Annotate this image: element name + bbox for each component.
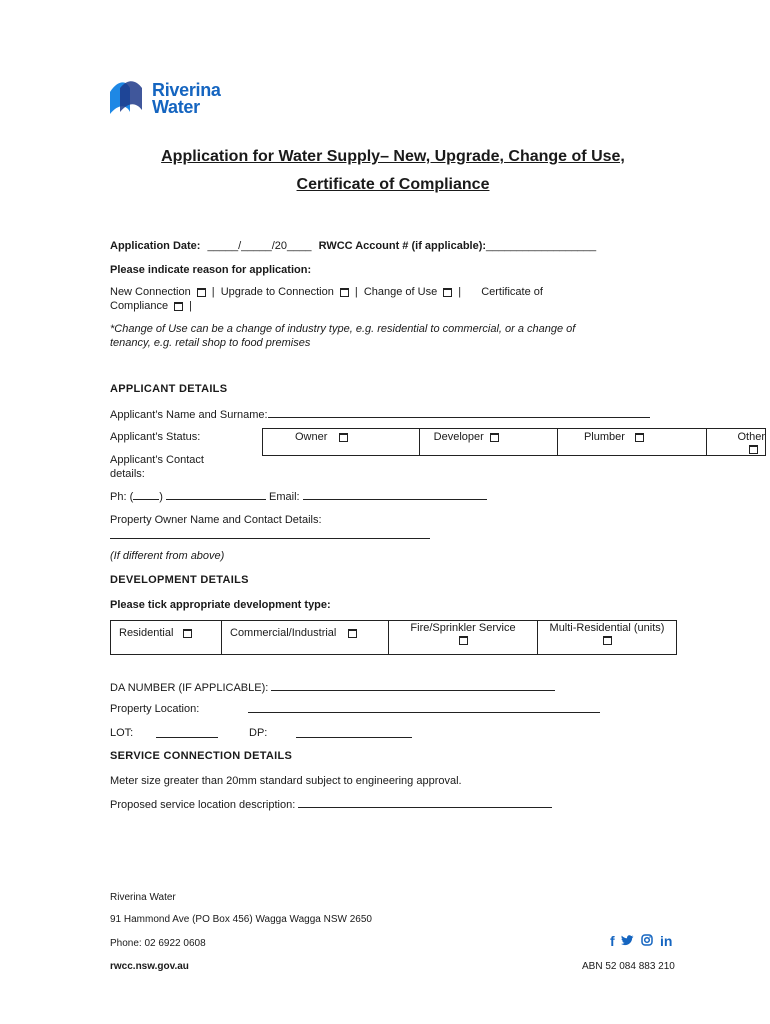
owner-details-field[interactable] <box>110 538 430 539</box>
phone-area-field[interactable] <box>133 489 159 500</box>
change-of-use-note <box>110 322 710 350</box>
contact-label-line2: details: <box>110 468 145 480</box>
applicant-name-label: Applicant’s Name and Surname: <box>110 409 268 421</box>
service-location-field[interactable] <box>298 797 552 808</box>
phone-label: Ph: ( <box>110 491 134 503</box>
upgrade-checkbox[interactable] <box>340 288 349 297</box>
status-owner-cell <box>263 429 420 456</box>
lot-field[interactable] <box>156 737 218 738</box>
property-location-field[interactable] <box>248 712 600 713</box>
status-other-cell <box>707 429 766 456</box>
status-developer-cell <box>419 429 557 456</box>
owner-details-label: Property Owner Name and Contact Details: <box>110 514 322 526</box>
status-plumber-cell <box>557 429 707 456</box>
footer-phone: Phone: 02 6922 0608 <box>110 938 206 949</box>
logo <box>108 78 238 118</box>
new-connection-checkbox[interactable] <box>197 288 206 297</box>
service-location-row <box>110 797 552 812</box>
separator: | <box>458 286 462 298</box>
note-line1: *Change of Use can be a change of industry type, e.g. residential to commercial, or a change of <box>110 323 576 335</box>
page-title <box>60 143 726 199</box>
dev-fire-label: Fire/Sprinkler Service <box>410 622 516 634</box>
option-upgrade: Upgrade to Connection <box>220 286 334 298</box>
footer-website[interactable]: rwcc.nsw.gov.au <box>110 961 189 972</box>
owner-checkbox[interactable] <box>339 433 348 442</box>
note-line2: tenancy, e.g. retail shop to food premises <box>110 337 311 349</box>
dp-label: DP: <box>249 727 268 739</box>
certificate-checkbox[interactable] <box>174 302 183 311</box>
linkedin-icon[interactable]: in <box>660 933 673 949</box>
property-location-label: Property Location: <box>110 703 200 715</box>
lot-label: LOT: <box>110 727 134 739</box>
phone-close: ) <box>159 491 163 503</box>
development-tick-label: Please tick appropriate development type: <box>110 599 331 611</box>
dev-multi-label: Multi-Residential (units) <box>549 622 665 634</box>
applicant-status-table <box>262 428 766 456</box>
residential-checkbox[interactable] <box>183 629 192 638</box>
fire-sprinkler-checkbox[interactable] <box>459 636 468 645</box>
da-number-label: DA NUMBER (IF APPLICABLE): <box>110 682 269 694</box>
email-field[interactable] <box>303 489 487 500</box>
footer <box>110 890 680 980</box>
reason-options <box>110 285 670 313</box>
phone-email-row <box>110 489 487 504</box>
applicant-status-label: Applicant’s Status: <box>110 431 201 443</box>
email-label: Email: <box>269 491 300 503</box>
change-of-use-checkbox[interactable] <box>443 288 452 297</box>
application-date-label: Application Date: <box>110 240 201 252</box>
footer-address: 91 Hammond Ave (PO Box 456) Wagga Wagga NSW 2650 <box>110 914 372 925</box>
twitter-icon[interactable] <box>621 933 634 949</box>
status-developer-label: Developer <box>433 431 484 443</box>
owner-different-note: (If different from above) <box>110 550 225 562</box>
dev-residential-cell <box>111 621 222 655</box>
developer-checkbox[interactable] <box>490 433 499 442</box>
multi-residential-checkbox[interactable] <box>603 636 612 645</box>
reason-heading: Please indicate reason for application: <box>110 264 312 276</box>
account-field[interactable]: __________________ <box>486 240 597 252</box>
social-icons <box>606 933 672 949</box>
dev-residential-label: Residential <box>119 627 174 639</box>
separator: | <box>189 300 193 312</box>
service-heading: SERVICE CONNECTION DETAILS <box>110 750 293 762</box>
applicant-contact-label <box>110 453 204 481</box>
option-new-connection: New Connection <box>110 286 191 298</box>
instagram-icon[interactable] <box>641 933 653 949</box>
footer-abn: ABN 52 084 883 210 <box>582 961 675 972</box>
application-date-field[interactable]: _____/_____/20____ <box>207 240 312 252</box>
title-line2: Certificate of Compliance <box>296 176 490 193</box>
logo-text-line1: Riverina <box>152 80 221 100</box>
dev-commercial-label: Commercial/Industrial <box>230 627 337 639</box>
status-plumber-label: Plumber <box>583 431 625 443</box>
applicant-heading: APPLICANT DETAILS <box>110 383 228 395</box>
footer-org: Riverina Water <box>110 892 176 903</box>
other-checkbox[interactable] <box>749 445 758 454</box>
title-line1: Application for Water Supply– New, Upgrade, Change of Use, <box>161 148 625 165</box>
option-certificate-cont: Compliance <box>110 300 169 312</box>
separator: | <box>211 286 215 298</box>
application-date-row <box>110 239 596 253</box>
logo-text-line2: Water <box>152 97 200 117</box>
dp-field[interactable] <box>296 737 412 738</box>
da-number-row <box>110 680 555 695</box>
account-label: RWCC Account # (if applicable): <box>318 240 487 252</box>
commercial-checkbox[interactable] <box>348 629 357 638</box>
dev-commercial-cell <box>222 621 389 655</box>
service-location-label: Proposed service location description: <box>110 799 296 811</box>
status-other-label: Other <box>737 431 765 443</box>
development-type-table <box>110 620 677 655</box>
riverina-water-logo-icon <box>108 78 148 116</box>
option-certificate: Certificate of <box>481 286 543 298</box>
development-heading: DEVELOPMENT DETAILS <box>110 574 249 586</box>
dev-multi-cell <box>538 621 677 655</box>
option-change-of-use: Change of Use <box>363 286 438 298</box>
da-number-field[interactable] <box>271 680 555 691</box>
applicant-name-field[interactable] <box>268 407 650 418</box>
status-owner-label: Owner <box>295 431 328 443</box>
separator: | <box>354 286 358 298</box>
applicant-name-row <box>110 407 650 422</box>
meter-note: Meter size greater than 20mm standard subject to engineering approval. <box>110 775 462 787</box>
contact-label-line1: Applicant’s Contact <box>110 454 204 466</box>
phone-field[interactable] <box>166 489 266 500</box>
dev-fire-cell <box>389 621 538 655</box>
facebook-icon[interactable]: f <box>610 933 615 949</box>
plumber-checkbox[interactable] <box>635 433 644 442</box>
